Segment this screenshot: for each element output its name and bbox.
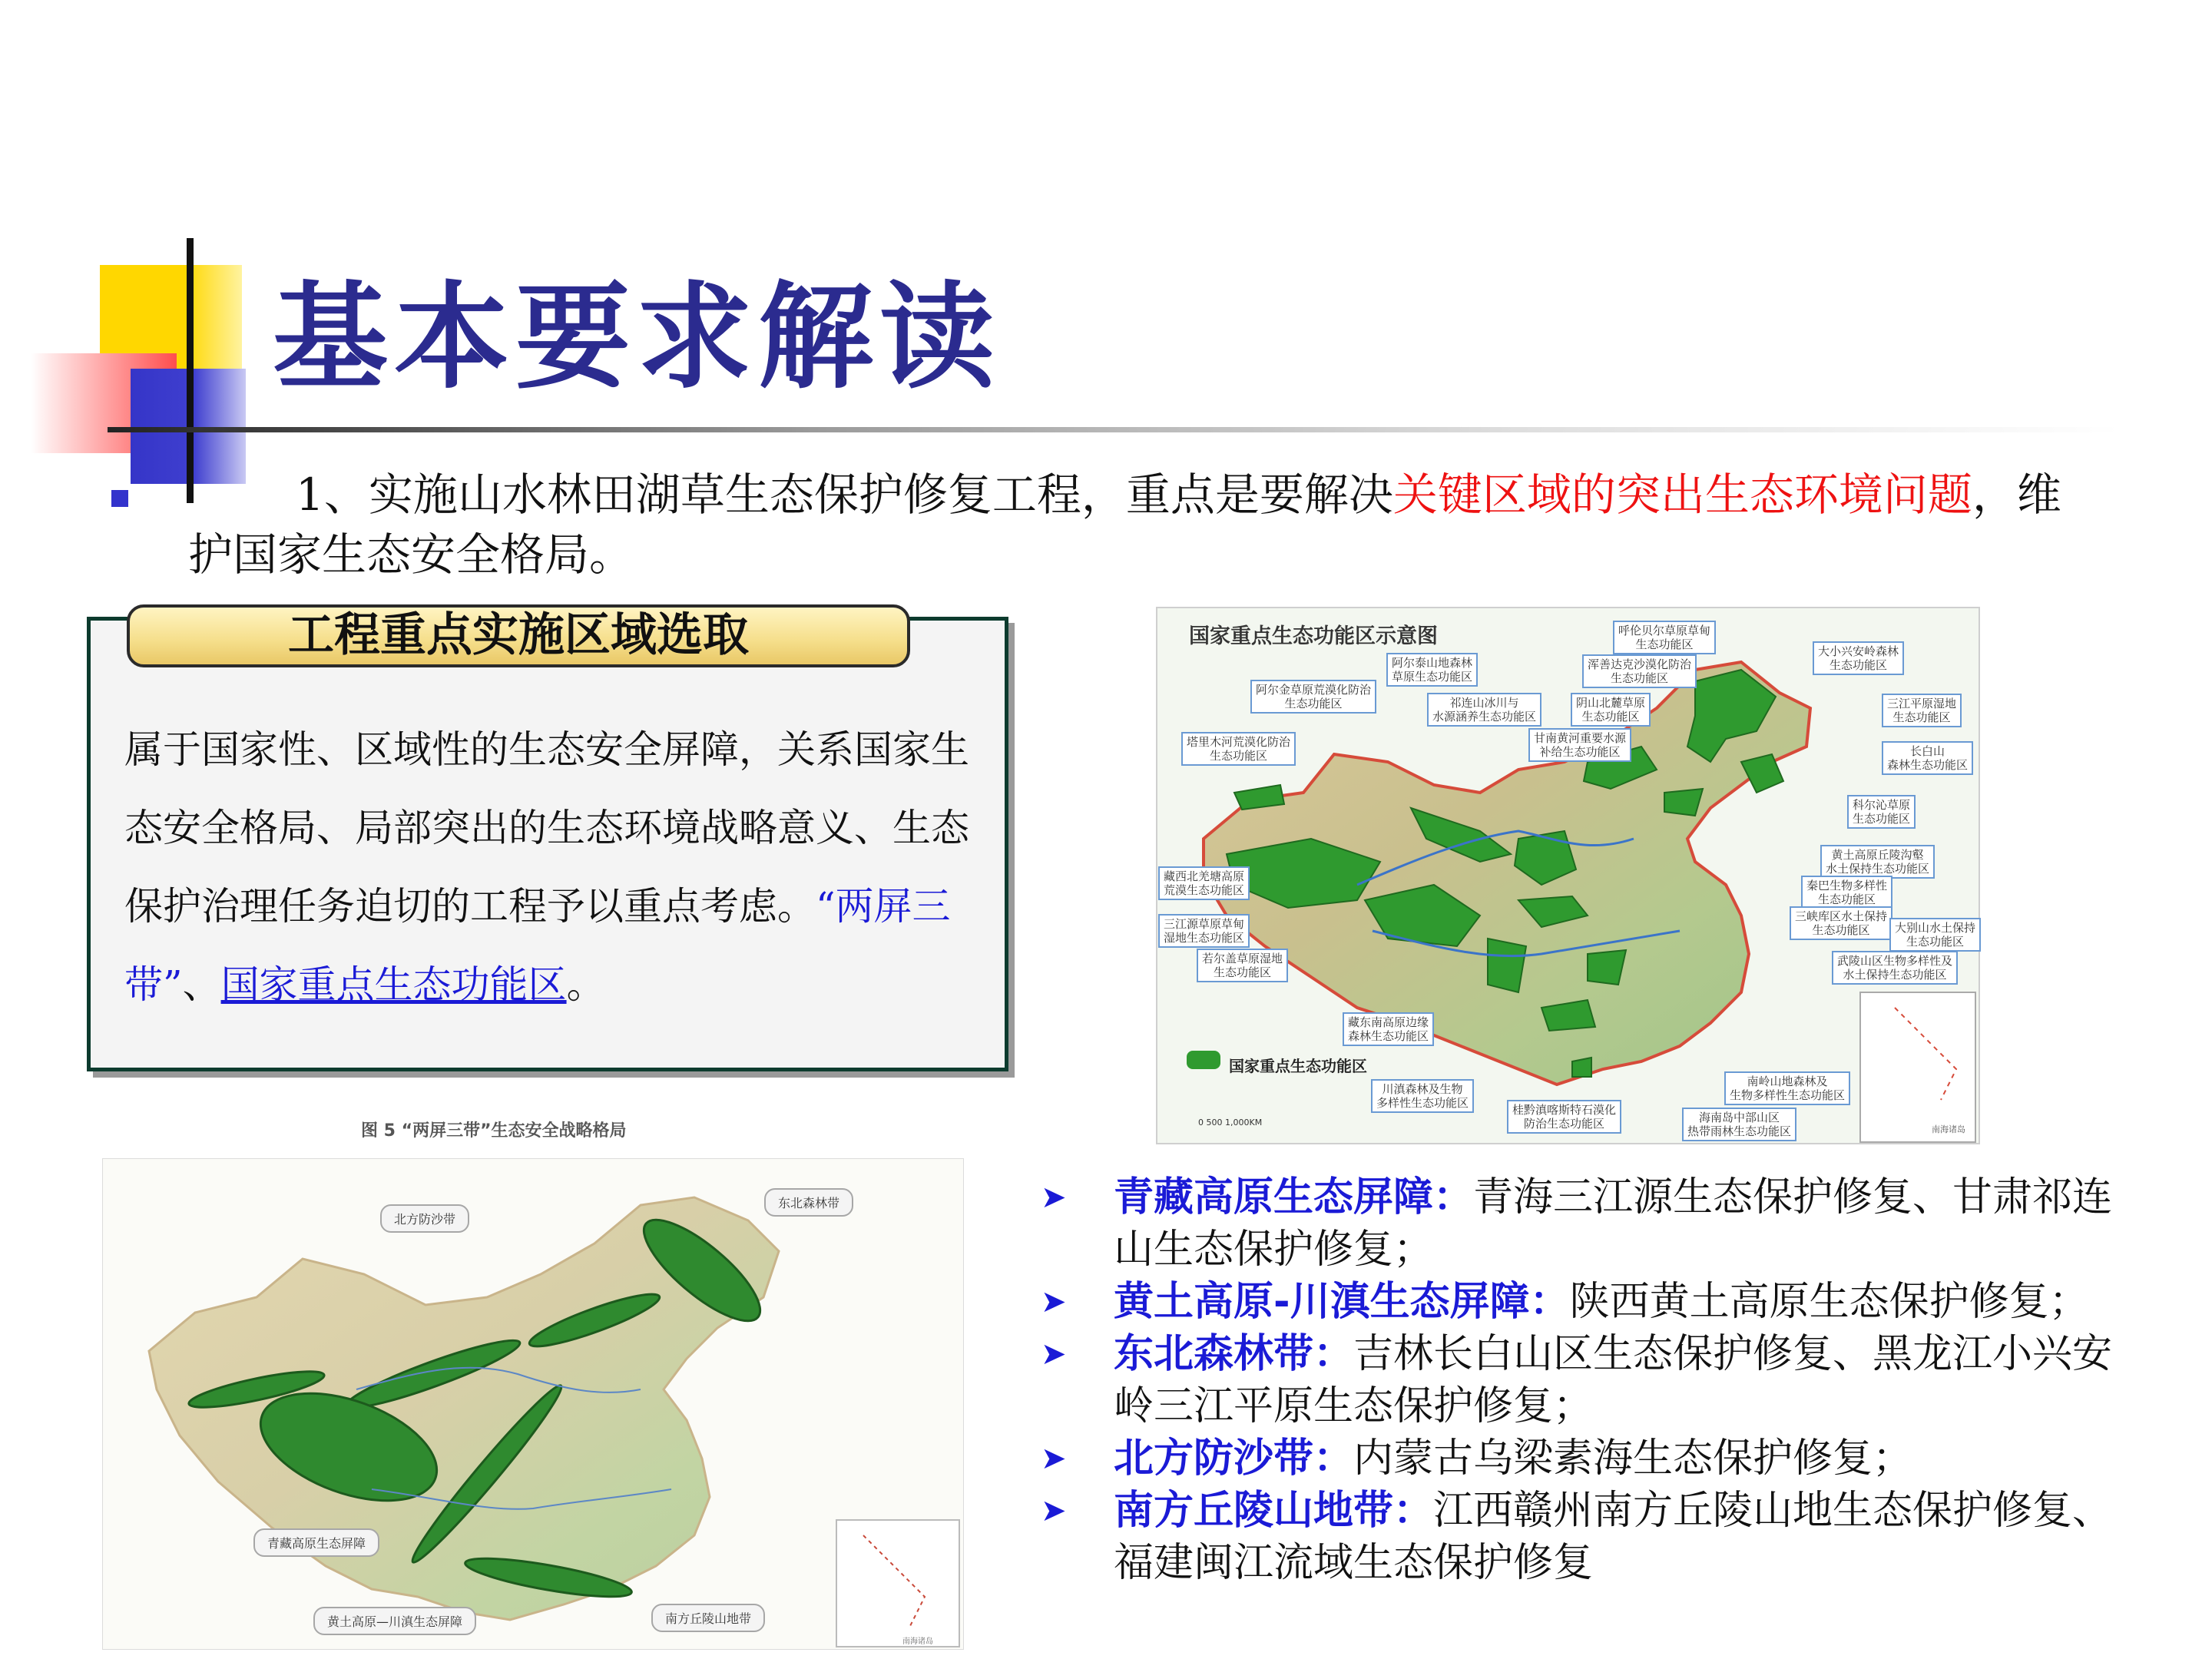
list-item-text: 内蒙古乌梁素海生态保护修复；	[1353, 1435, 1913, 1482]
function-zones-map-title: 国家重点生态功能区示意图	[1189, 624, 1438, 648]
list-item-text: 陕西黄土高原生态保护修复；	[1569, 1279, 2089, 1325]
info-box-heading: 工程重点实施区域选取	[127, 604, 910, 667]
callout-sanjiangyuan: 三江源草原草甸 湿地生态功能区	[1158, 914, 1250, 948]
callout-hulunbuir: 呼伦贝尔草原草甸 生态功能区	[1613, 621, 1716, 654]
map-legend-swatch	[1187, 1051, 1220, 1069]
info-box-separator: 、	[182, 962, 221, 1007]
callout-hunshandake: 浑善达克沙漠化防治 生态功能区	[1582, 654, 1697, 688]
list-item-head: 南方丘陵山地带：	[1114, 1488, 1434, 1534]
zone-wuling	[1588, 950, 1626, 985]
zone-horqin	[1664, 789, 1703, 816]
callout-tarim: 塔里木河荒漠化防治 生态功能区	[1181, 732, 1296, 766]
arrow-bullet-icon: ➤	[1041, 1180, 1067, 1215]
list-item-head: 青藏高原生态屏障：	[1114, 1174, 1474, 1220]
south-sea-inset-2	[836, 1520, 959, 1647]
callout-chuandian: 川滇森林及生物 多样性生态功能区	[1371, 1079, 1474, 1113]
callout-nanling: 南岭山地森林及 生物多样性生态功能区	[1724, 1071, 1850, 1105]
callout-qilian: 祁连山冰川与 水源涵养生态功能区	[1427, 693, 1541, 727]
zone-tarim	[1234, 785, 1284, 810]
list-item-text: 青海三江源生态保护修复、甘肃祁连山生态保护修复；	[1114, 1174, 2113, 1273]
callout-sanjiang-plain: 三江平原湿地 生态功能区	[1882, 694, 1962, 727]
map-scale-bar: 0 500 1,000KM	[1198, 1118, 1263, 1128]
callout-three-gorges: 三峡库区水土保持 生态功能区	[1790, 906, 1892, 940]
callout-gannan: 甘南黄河重要水源 补给生态功能区	[1528, 728, 1631, 762]
highlight-two-screens: “两屏三带”	[124, 884, 951, 1007]
callout-changbai: 长白山 森林生态功能区	[1882, 741, 1973, 775]
zone-hainan	[1572, 1058, 1591, 1077]
arrow-bullet-icon: ➤	[1041, 1284, 1067, 1320]
label-loess-screen: 黄土高原—川滇生态屏障	[313, 1607, 476, 1635]
map2-inset-label: 南海诸岛	[902, 1637, 933, 1646]
callout-qinba: 秦巴生物多样性 生态功能区	[1801, 876, 1892, 909]
callout-aerjin: 阿尔金草原荒漠化防治 生态功能区	[1250, 680, 1376, 714]
map-legend-label: 国家重点生态功能区	[1229, 1057, 1367, 1075]
label-south-hills-belt: 南方丘陵山地带	[651, 1604, 765, 1632]
callout-altai: 阿尔泰山地森林 草原生态功能区	[1386, 653, 1478, 687]
callout-karst: 桂黔滇喀斯特石漠化 防治生态功能区	[1507, 1100, 1621, 1134]
list-item-head: 黄土高原-川滇生态屏障：	[1114, 1279, 1570, 1325]
list-item	[1041, 1171, 2116, 1276]
decor-vertical-line	[187, 238, 194, 503]
label-qingzang-screen: 青藏高原生态屏障	[253, 1528, 379, 1557]
callout-yinshan: 阴山北麓草原 生态功能区	[1571, 693, 1651, 727]
list-item-text: 江西赣州南方丘陵山地生态保护修复、福建闽江流域生态保护修复	[1114, 1488, 2113, 1586]
zone-sichuan	[1488, 939, 1526, 992]
list-item	[1041, 1485, 2116, 1589]
list-item	[1041, 1328, 2116, 1432]
south-sea-inset	[1860, 992, 1975, 1142]
strategy-map	[102, 1158, 964, 1650]
bullet-square-icon	[111, 490, 128, 507]
callout-qiangtang: 藏西北羌塘高原 荒漠生态功能区	[1158, 866, 1250, 900]
callout-wuling: 武陵山区生物多样性及 水土保持生态功能区	[1832, 951, 1958, 985]
arrow-bullet-icon: ➤	[1041, 1441, 1067, 1476]
info-box-end: 。	[566, 962, 605, 1007]
intro-highlight: 关键区域的突出生态环境问题	[1392, 469, 1972, 521]
callout-dabie: 大别山水土保持 生态功能区	[1889, 918, 1981, 952]
callout-hainan: 海南岛中部山区 热带雨林生态功能区	[1682, 1108, 1796, 1141]
title-underline	[108, 427, 2120, 432]
callout-daxinganling: 大小兴安岭森林 生态功能区	[1813, 641, 1904, 675]
arrow-bullet-icon: ➤	[1041, 1336, 1067, 1372]
strategy-map-caption: 图 5 “两屏三带”生态安全战略格局	[361, 1121, 627, 1141]
list-item-head: 北方防沙带：	[1114, 1435, 1354, 1482]
info-box-body	[124, 710, 969, 1024]
list-item-head: 东北森林带：	[1114, 1331, 1354, 1377]
callout-horqin: 科尔沁草原 生态功能区	[1847, 795, 1916, 829]
callout-ruoergai: 若尔盖草原湿地 生态功能区	[1197, 949, 1288, 982]
label-north-sand-belt: 北方防沙带	[380, 1204, 469, 1233]
strategy-map-graphic	[103, 1159, 964, 1650]
list-item-text: 吉林长白山区生态保护修复、黑龙江小兴安岭三江平原生态保护修复；	[1114, 1331, 2113, 1429]
highlight-function-zones: 国家重点生态功能区	[220, 962, 567, 1007]
map1-inset-label: 南海诸岛	[1932, 1124, 1965, 1134]
priority-project-list	[1041, 1171, 2116, 1589]
callout-loess-hills: 黄土高原丘陵沟壑 水土保持生态功能区	[1820, 845, 1935, 879]
intro-suffix: ，维护国家生态安全格局。	[188, 469, 2061, 581]
list-item	[1041, 1432, 2116, 1485]
list-item	[1041, 1276, 2116, 1328]
callout-southeast-tibet: 藏东南高原边缘 森林生态功能区	[1343, 1012, 1434, 1046]
intro-paragraph	[188, 465, 2085, 584]
page-title: 基本要求解读	[273, 271, 1002, 405]
label-northeast-forest-belt: 东北森林带	[764, 1188, 853, 1217]
arrow-bullet-icon: ➤	[1041, 1493, 1067, 1528]
intro-prefix: 1、实施山水林田湖草生态保护修复工程，重点是要解决	[296, 469, 1393, 521]
info-box-text: 属于国家性、区域性的生态安全屏障，关系国家生态安全格局、局部突出的生态环境战略意义、生态保护治理任务迫切的工程予以重点考虑。	[124, 727, 969, 929]
